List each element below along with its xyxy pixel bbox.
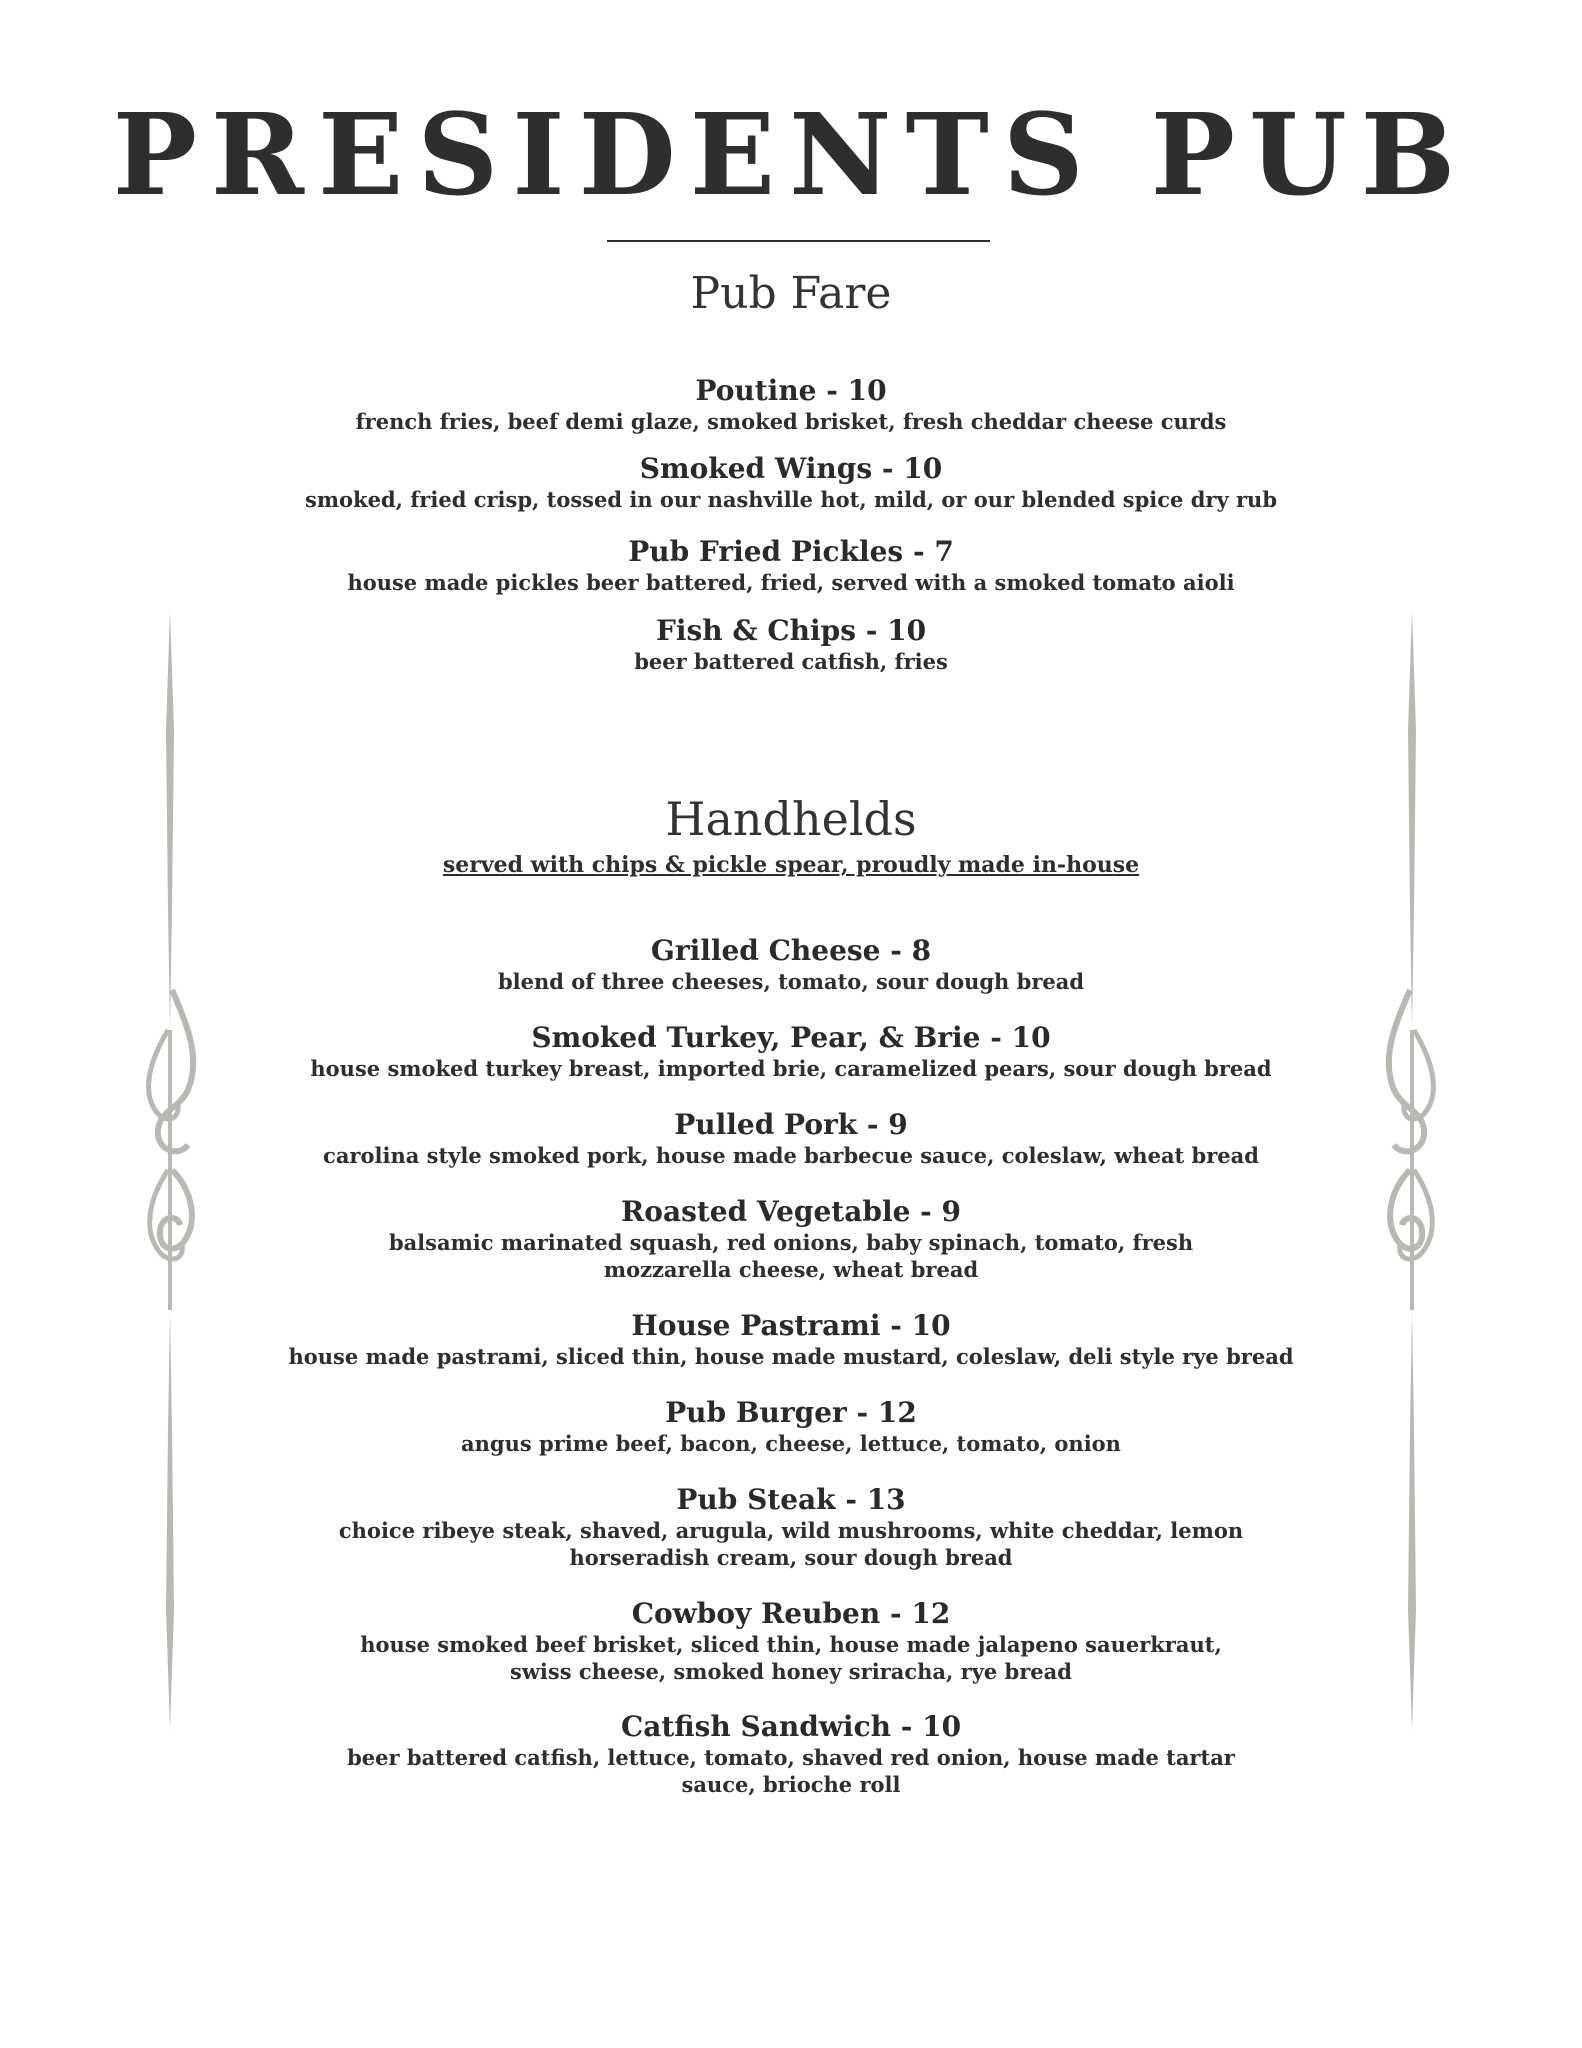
title-container	[0, 90, 1582, 221]
menu-item-description: house smoked beef brisket, sliced thin, house made jalapeno sauerkraut, swiss cheese, smoked honey sriracha, rye bread	[360, 1632, 1222, 1684]
menu-item	[0, 1396, 1582, 1457]
menu-item-name: Catfish Sandwich - 10	[620, 1710, 962, 1743]
menu-item	[0, 1021, 1582, 1082]
menu-item-name: House Pastrami - 10	[631, 1309, 951, 1342]
menu-item-description: french fries, beef demi glaze, smoked brisket, fresh cheddar cheese curds	[355, 409, 1227, 434]
section-subheading-handhelds: served with chips & pickle spear, proudly made in-house	[442, 852, 1140, 878]
menu-item-description: beer battered catfish, fries	[634, 649, 948, 674]
menu-item-name: Grilled Cheese - 8	[650, 934, 932, 967]
menu-item-description: angus prime beef, bacon, cheese, lettuce, tomato, onion	[461, 1431, 1121, 1456]
menu-item-description: house smoked turkey breast, imported brie, caramelized pears, sour dough bread	[310, 1056, 1272, 1081]
menu-item-name: Poutine - 10	[695, 374, 887, 407]
menu-item	[0, 1483, 1582, 1571]
menu-item-description: balsamic marinated squash, red onions, baby spinach, tomato, fresh mozzarella cheese, wheat bread	[388, 1230, 1194, 1282]
menu-item	[0, 1108, 1582, 1169]
menu-item-name: Pub Steak - 13	[676, 1483, 906, 1516]
menu-item	[0, 452, 1582, 513]
title-underline	[607, 240, 990, 242]
menu-item-name: Roasted Vegetable - 9	[621, 1195, 961, 1228]
page-title: PRESIDENTS PUB	[112, 90, 1470, 221]
menu-item	[0, 614, 1582, 675]
section-heading-handhelds: Handhelds	[665, 792, 917, 846]
menu-item-description: choice ribeye steak, shaved, arugula, wild mushrooms, white cheddar, lemon horseradish cream, sour dough bread	[338, 1518, 1244, 1570]
scroll-ornament-right-icon	[1372, 610, 1452, 1730]
menu-item-description: blend of three cheeses, tomato, sour dough bread	[497, 969, 1085, 994]
menu-item	[0, 1309, 1582, 1370]
menu-item	[0, 934, 1582, 995]
menu-item-name: Pulled Pork - 9	[674, 1108, 908, 1141]
section-heading-pub-fare: Pub Fare	[690, 268, 892, 319]
menu-item	[0, 535, 1582, 596]
menu-item	[0, 1597, 1582, 1685]
menu-item-name: Pub Fried Pickles - 7	[628, 535, 954, 568]
menu-item	[0, 374, 1582, 435]
menu-item-description: house made pastrami, sliced thin, house made mustard, coleslaw, deli style rye bread	[288, 1344, 1294, 1369]
menu-item-name: Cowboy Reuben - 12	[631, 1597, 951, 1630]
menu-item-description: beer battered catfish, lettuce, tomato, shaved red onion, house made tartar sauce, brioche roll	[347, 1745, 1235, 1797]
menu-item-name: Smoked Turkey, Pear, & Brie - 10	[531, 1021, 1051, 1054]
menu-item-description: carolina style smoked pork, house made barbecue sauce, coleslaw, wheat bread	[323, 1143, 1259, 1168]
menu-item	[0, 1195, 1582, 1283]
menu-item-name: Pub Burger - 12	[665, 1396, 917, 1429]
menu-item-name: Fish & Chips - 10	[655, 614, 927, 647]
scroll-ornament-left-icon	[130, 610, 210, 1730]
menu-item-name: Smoked Wings - 10	[639, 452, 943, 485]
menu-item	[0, 1710, 1582, 1798]
menu-item-description: house made pickles beer battered, fried, served with a smoked tomato aioli	[347, 570, 1235, 595]
menu-item-description: smoked, fried crisp, tossed in our nashville hot, mild, or our blended spice dry rub	[305, 487, 1277, 512]
